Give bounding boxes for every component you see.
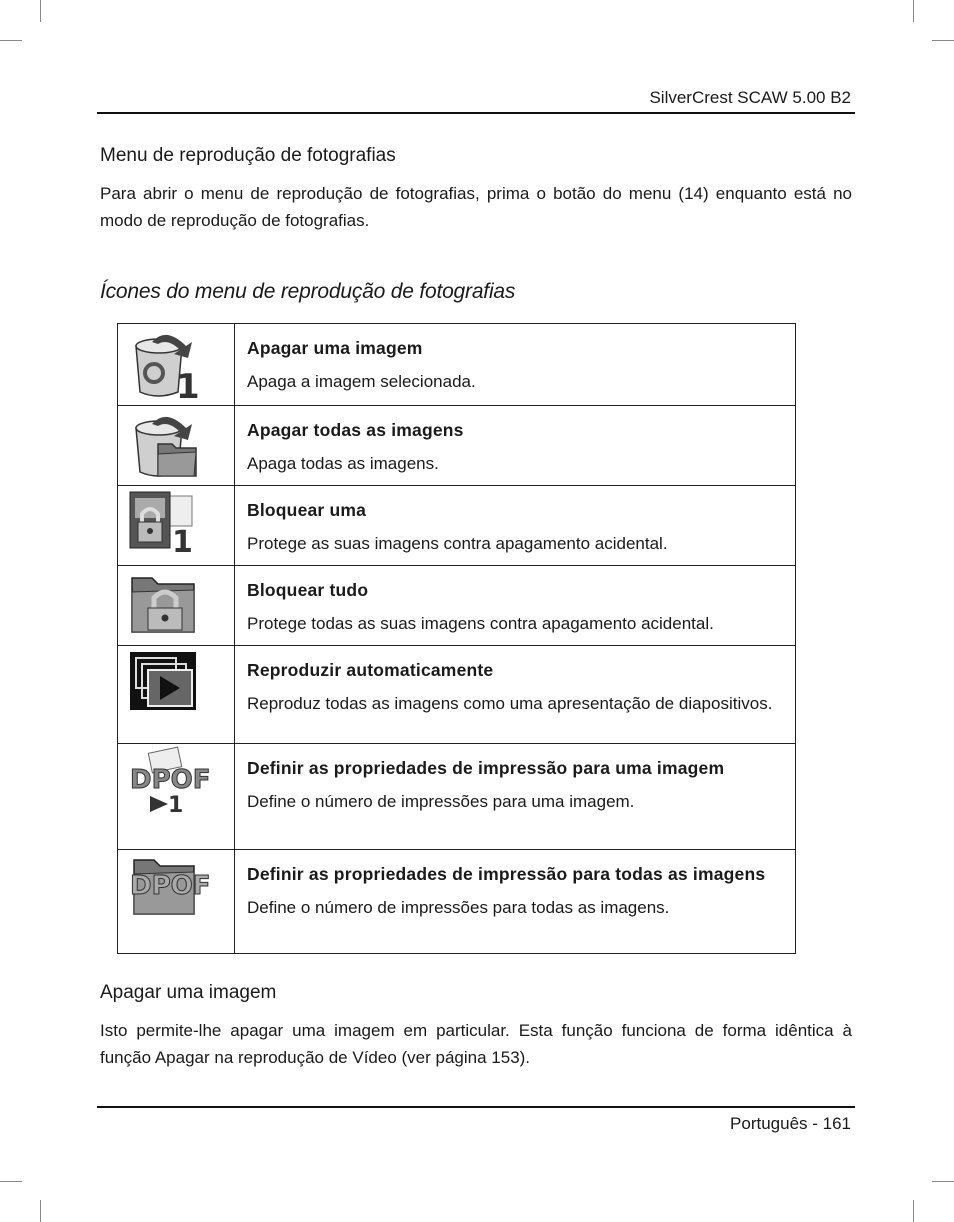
svg-text:1: 1 [168,793,184,818]
section-paragraph: Para abrir o menu de reprodução de fotografias, prima o botão do menu (14) enquanto está no modo de reprodução de fotografias. [100,184,852,230]
crop-mark [40,1200,41,1222]
crop-mark [0,1181,22,1182]
item-title: Bloquear uma [247,500,367,520]
crop-mark [913,0,914,22]
header-rule [97,112,855,114]
item-title: Apagar uma imagem [247,338,423,358]
table-heading: Ícones do menu de reprodução de fotografias [100,280,516,303]
section-title: Apagar uma imagem [100,982,277,1003]
item-description: Reproduz todas as imagens como uma apresentação de diapositivos. [247,694,773,713]
item-description: Define o número de impressões para uma imagem. [247,792,635,811]
table-row [118,646,796,744]
item-description: Protege as suas imagens contra apagamento acidental. [247,534,668,553]
item-description: Define o número de impressões para todas as imagens. [247,898,670,917]
dpof-one-icon [128,748,234,818]
section-title: Menu de reprodução de fotografias [100,145,396,166]
svg-text:DPOF: DPOF [130,765,211,795]
item-description: Apaga a imagem selecionada. [247,372,476,391]
item-title: Reproduzir automaticamente [247,660,494,680]
section-paragraph: Isto permite-lhe apagar uma imagem em particular. Esta função funciona de forma idêntica à função Apagar na reprodução de Vídeo (ver página 153). [100,1021,852,1067]
table-row [118,486,796,566]
page-footer: Português - 161 [730,1114,851,1133]
item-title: Definir as propriedades de impressão para uma imagem [247,758,725,778]
table-row [118,744,796,850]
item-description: Protege todas as suas imagens contra apagamento acidental. [247,614,714,633]
item-title: Apagar todas as imagens [247,420,464,440]
trash-one-icon [128,328,234,407]
slideshow-icon [128,650,234,712]
svg-text:DPOF: DPOF [130,871,211,901]
crop-mark [932,40,954,41]
item-title: Definir as propriedades de impressão para todas as imagens [247,864,766,884]
svg-text:1: 1 [172,525,193,560]
lock-folder-icon [128,570,234,636]
footer-rule [97,1106,855,1108]
table-row [118,566,796,646]
svg-text:1: 1 [176,367,200,407]
crop-mark [913,1200,914,1222]
table-row [118,324,796,406]
lock-one-icon [128,490,234,560]
trash-all-icon [128,410,234,480]
item-title: Bloquear tudo [247,580,369,600]
crop-mark [40,0,41,22]
item-description: Apaga todas as imagens. [247,454,439,473]
dpof-all-icon [128,854,234,920]
table-row [118,850,796,954]
icon-table [117,323,796,954]
table-row [118,406,796,486]
crop-mark [932,1181,954,1182]
page-header: SilverCrest SCAW 5.00 B2 [649,88,851,107]
crop-mark [0,40,22,41]
